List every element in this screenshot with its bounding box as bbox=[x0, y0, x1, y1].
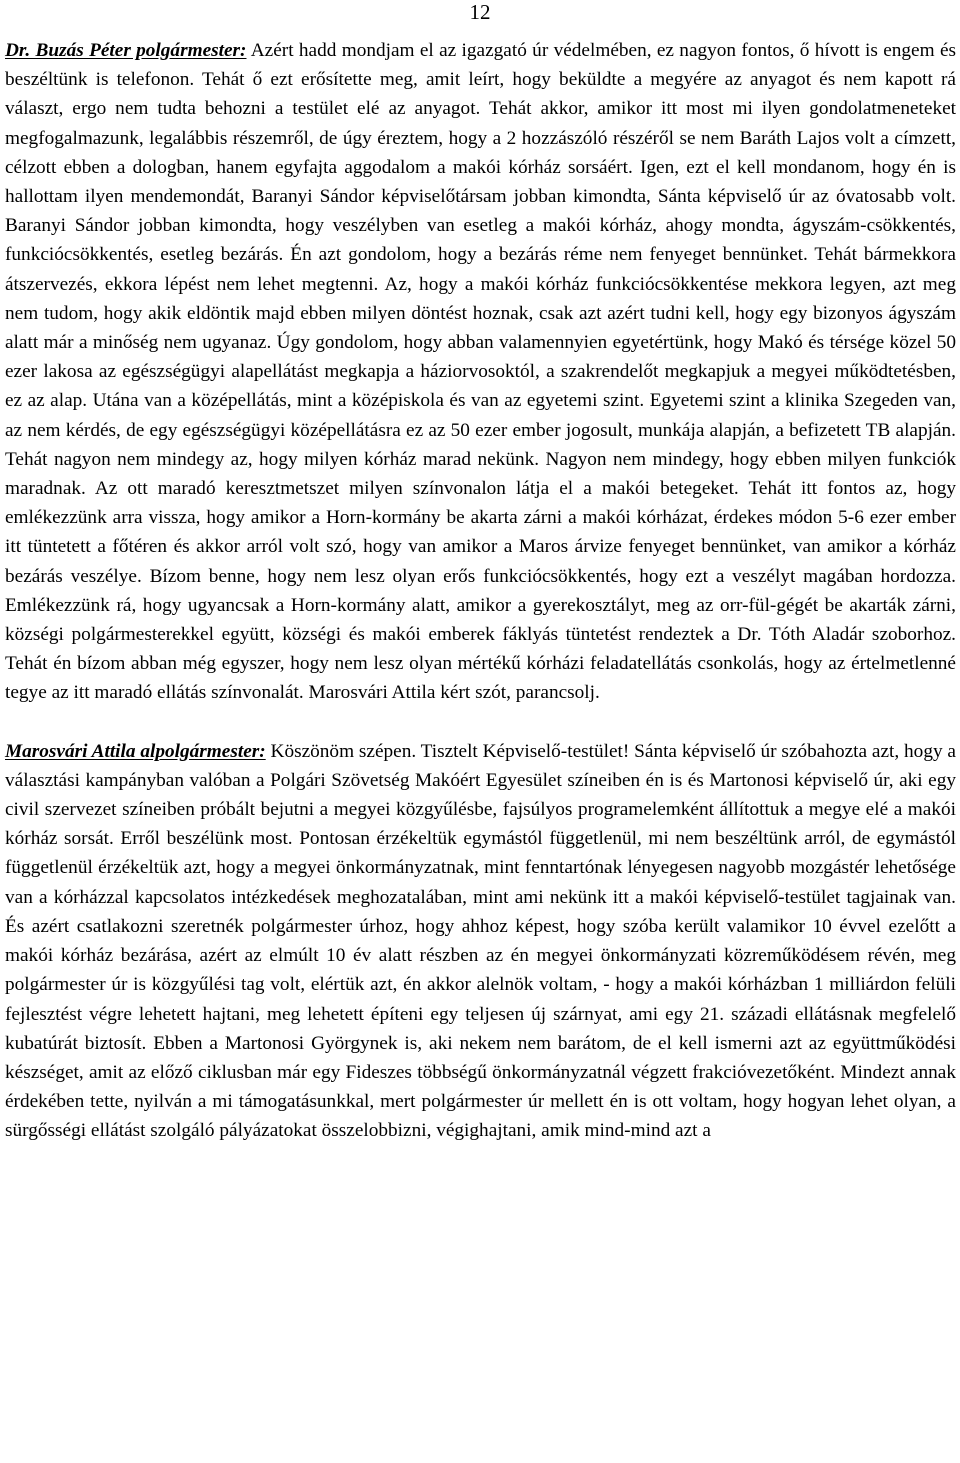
page-number: 12 bbox=[469, 0, 491, 24]
speech-text: Azért hadd mondjam el az igazgató úr védelmében, ez nagyon fontos, ő hívott is engem és beszéltünk is telefonon. Tehát ő ezt erősítette meg, amit leírt, hogy beküldte a megyére az anyagot és nem kapott rá választ, ergo nem tudta behozni a testület elé az anyagot. Tehát akkor, amikor itt most mi ilyen gondolatmeneteket megfogalmazunk, legalábbis részemről, de úgy éreztem, hogy a 2 hozzászóló részéről se nem Baráth Lajos volt a címzett, célzott ebben a dologban, hanem egyfajta aggodalom a makói kórház sorsáért. Igen, ezt el kell mondanom, hogy én is hallottam ilyen mendemondát, Baranyi Sándor képviselőtársam jobban kimondta, Sánta képviselő úr az óvatosabb volt. Baranyi Sándor jobban kimondta, hogy veszélyben van esetleg a makói kórház, ahogy mondta, ágyszám-csökkentés, funkciócsökkentés, esetleg bezárás. Én azt gondolom, hogy a bezárás réme nem fenyeget bennünket. Tehát bármekkora átszervezés, ekkora lépést nem lehet megtenni. Az, hogy a makói kórház funkciócsökkentése mekkora legyen, azt meg nem tudom, hogy akik eldöntik majd ebben milyen döntést hoznak, csak azt azért tudni kell, hogy egy bizonyos ágyszám alatt már a minőség nem ugyanaz. Úgy gondolom, hogy abban valamennyien egyetértünk, hogy Makó és térsége közel 50 ezer lakosa az egészségügyi alapellátást megkapja a háziorvosoktól, a szakrendelőt megkapjuk a megyei működtetésben, ez az alap. Utána van a középellátás, mint a középiskola és van az egyetemi szint. Egyetemi szint a klinika Szegeden van, az nem kérdés, de egy egészségügyi középellátásra ez az 50 ezer ember jogosult, munkája alapján, a befizetett TB alapján. Tehát nagyon nem mindegy az, hogy milyen kórház marad nekünk. Nagyon nem mindegy, hogy ebben milyen funkciók maradnak. Az ott maradó keresztmetszet milyen színvonalon látja el a makói betegeket. Tehát itt fontos az, hogy emlékezzünk arra vissza, hogy amikor a Horn-kormány be akarta zárni a makói kórházat, érdekes módon 5-6 ezer ember itt tüntetett a főtéren és akkor arról volt szó, hogy van amikor a Maros árvize fenyeget bennünket, van amikor a kórház bezárás veszélye. Bízom benne, hogy nem lesz olyan erős funkciócsökkentés, hogy ezt a veszélyt magában hordozza. Emlékezzünk rá, hogy ugyancsak a Horn-kormány alatt, amikor a gyerekosztályt, meg az orr-fül-gégét be akarták zárni, községi polgármesterekkel együtt, községi és makói emberek fáklyás tüntetést rendeztek a Dr. Tóth Aladár szoborhoz. Tehát én bízom abban még egyszer, hogy nem lesz olyan mértékű kórházi feladatellátás csonkolás, hogy az értelmetlenné tegye az itt maradó ellátás színvonalát. Marosvári Attila kért szót, parancsolj. bbox=[5, 40, 957, 704]
transcript-body bbox=[5, 36, 956, 1146]
speech-text: Köszönöm szépen. Tisztelt Képviselő-testület! Sánta képviselő úr szóbahozta azt, hogy a választási kampányban valóban a Polgári Szövetség Makóért Egyesület színeiben én is és Martonosi képviselő úr, aki egy civil szervezet színeiben próbált bejutni a megyei közgyűlésbe, fajsúlyos programelemként állítottuk a megye elé a makói kórház sorsát. Erről beszélünk most. Pontosan érzékeltük egymástól függetlenül, mi nem beszéltünk arról, de egymástól függetlenül érzékeltük azt, hogy a megyei önkormányzatnak, mint fenntartónak lényegesen nagyobb mozgástér lehetősége van a kórházzal kapcsolatos intézkedések meghozatalában, mint ami nekünk itt a makói képviselő-testület tagjainak van. És azért csatlakozni szeretnék polgármester úrhoz, hogy ahhoz képest, hogy szóba került valamikor 10 évvel ezelőtt a makói kórház bezárása, azért az elmúlt 10 év alatt részben az én megyei önkormányzati közreműködésem révén, meg polgármester úr is közgyűlési tag volt, elértük azt, én akkor alelnök voltam, - hogy a makói kórházban 1 milliárdon felüli fejlesztést végre lehetett hajtani, meg lehetett építeni egy teljesen új szárnyat, ami egy 21. századi ellátásnak megfelelő kubatúrát biztosít. Ebben a Martonosi Györgynek is, aki nekem nem barátom, de el kell ismerni azt az együttműködési készséget, amit az előző ciklusban már egy Fideszes többségű önkormányzatnál végzett frakcióvezetőként. Mindezt annak érdekében tette, nyilván a mi támogatásunkkal, mert polgármester úr mellett én is ott voltam, hogy hogyan lehet olyan, a sürgősségi ellátást szolgáló pályázatokat összelobbizni, végighajtani, amik mind-mind azt a bbox=[5, 740, 956, 1142]
speaker-name: Dr. Buzás Péter polgármester: bbox=[5, 40, 247, 61]
speaker-name: Marosvári Attila alpolgármester: bbox=[5, 740, 266, 762]
speech-paragraph-buzas bbox=[5, 36, 956, 708]
speech-paragraph-marosvari bbox=[5, 737, 956, 1146]
